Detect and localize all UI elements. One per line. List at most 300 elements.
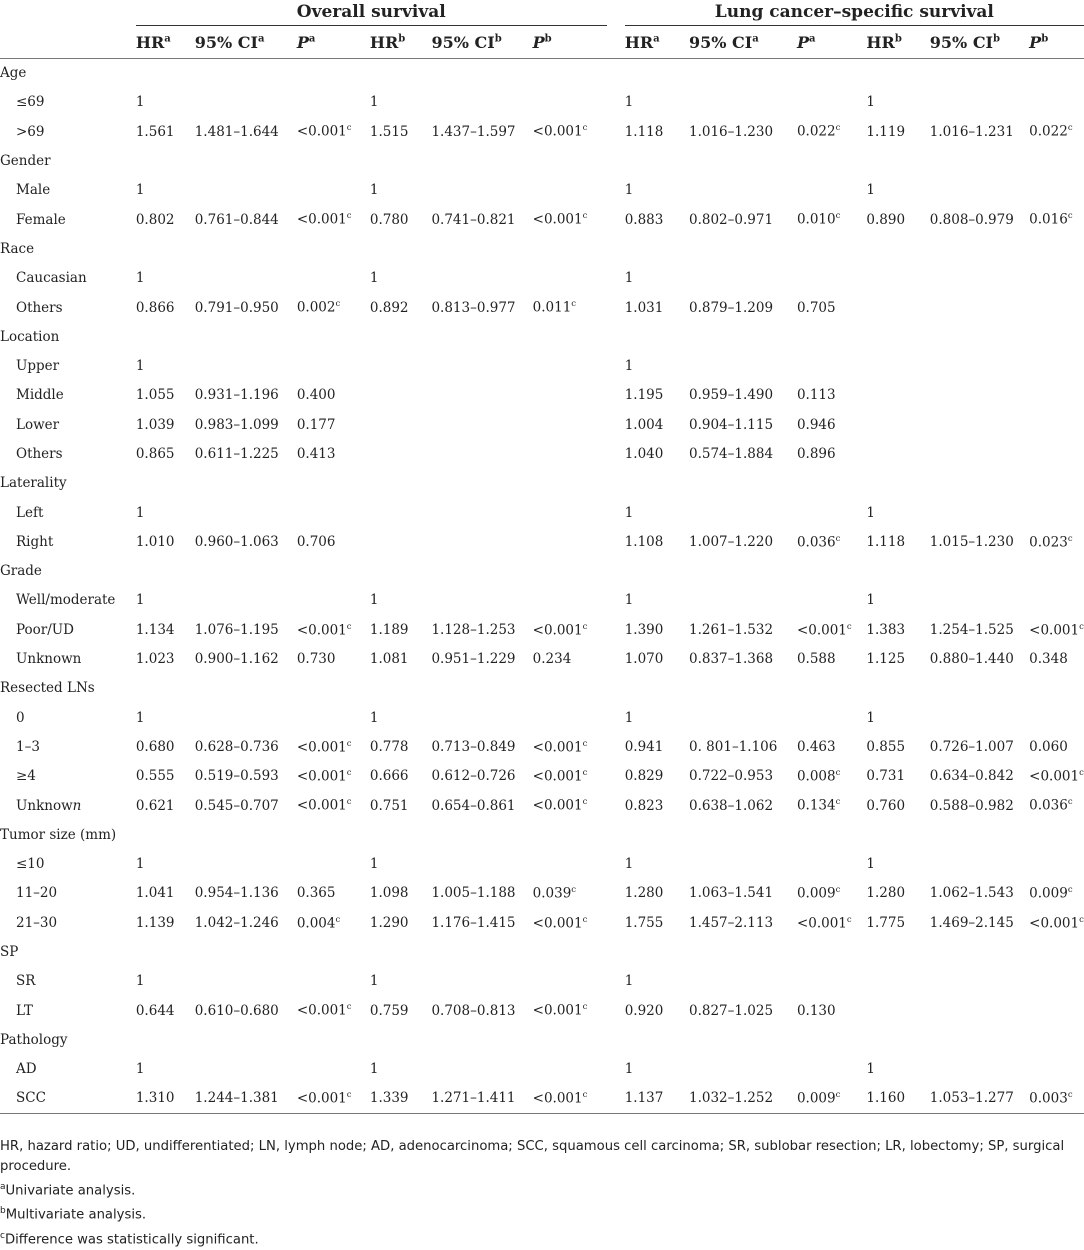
cell-value: 0.413 (296, 446, 336, 462)
cell-sup: c (335, 914, 341, 925)
table-cell (533, 88, 607, 117)
table-cell (866, 117, 929, 146)
table-cell (625, 908, 689, 937)
cell-value: 0.016 (1029, 211, 1068, 228)
column-header (370, 26, 432, 59)
cell-value: <0.001 (532, 797, 583, 814)
cell-value: 0.837–1.368 (689, 651, 774, 668)
cell-sup: c (346, 1090, 352, 1101)
table-cell (930, 410, 1029, 439)
group-header-row (0, 0, 1084, 26)
table-cell (533, 293, 607, 322)
cell-value: 1.076–1.195 (194, 621, 279, 638)
table-cell (866, 1084, 929, 1113)
column-header (1029, 26, 1084, 59)
cell-value: 1 (135, 504, 145, 521)
cell-value: 1.032–1.252 (689, 1090, 774, 1107)
cell-value: <0.001 (296, 1090, 347, 1107)
cell-value: 0.890 (866, 211, 906, 228)
cell-value: 1.007–1.220 (689, 533, 774, 550)
cell-value: 1.280 (866, 885, 906, 902)
table-cell (797, 791, 866, 820)
table-cell (866, 644, 929, 673)
cell-value: <0.001 (296, 797, 347, 814)
table-cell (370, 644, 432, 673)
table-cell (297, 586, 370, 615)
table-cell (370, 264, 432, 293)
table-cell (370, 439, 432, 468)
table-cell (689, 264, 797, 293)
table-cell (431, 176, 532, 205)
cell-value: 1.271–1.411 (431, 1090, 516, 1107)
table-cell (370, 205, 432, 234)
row-label (0, 615, 136, 644)
table-cell (136, 205, 195, 234)
spacer-cell (607, 410, 625, 439)
table-cell (689, 527, 797, 556)
table-cell (930, 1055, 1029, 1084)
row-label-text: SR (16, 973, 36, 990)
cell-value: 1.039 (135, 416, 175, 433)
cell-value: 1.755 (624, 914, 664, 931)
table-cell (689, 703, 797, 732)
cell-value: <0.001 (296, 123, 347, 140)
cell-value: 1 (135, 856, 145, 873)
cell-value: 1.125 (866, 651, 906, 668)
table-cell (136, 732, 195, 761)
table-cell (625, 762, 689, 791)
cell-value: 0.555 (135, 768, 175, 785)
table-cell (431, 381, 532, 410)
table-row (0, 732, 1084, 761)
table-cell (689, 996, 797, 1025)
table-cell (136, 996, 195, 1025)
table-cell (533, 879, 607, 908)
spacer-cell (607, 439, 625, 468)
cell-value: 1 (624, 504, 634, 521)
table-cell (431, 527, 532, 556)
table-cell (689, 205, 797, 234)
spacer-cell (607, 293, 625, 322)
table-cell (866, 996, 929, 1025)
cell-value: 1.290 (369, 914, 409, 931)
cell-value: 0.654–0.861 (431, 797, 516, 814)
cell-sup: c (1067, 1090, 1073, 1101)
cell-value: 0.705 (796, 299, 836, 316)
table-cell (866, 791, 929, 820)
table-row (0, 615, 1084, 644)
column-header-sup: b (494, 33, 502, 45)
table-cell (297, 908, 370, 937)
cell-value: 0.644 (135, 1002, 175, 1019)
table-cell (797, 88, 866, 117)
cell-value: 0.880–1.440 (929, 651, 1014, 668)
cell-value: 1.189 (369, 621, 409, 638)
table-cell (136, 1055, 195, 1084)
table-cell (930, 264, 1029, 293)
table-cell (195, 732, 297, 761)
spacer-cell (607, 88, 625, 117)
table-cell (533, 176, 607, 205)
table-cell (866, 850, 929, 879)
column-header-sup: b (993, 33, 1001, 45)
column-header (866, 26, 929, 59)
cell-value: 1 (135, 709, 145, 726)
spacer-cell (607, 703, 625, 732)
table-row (0, 117, 1084, 146)
table-row (0, 205, 1084, 234)
table-cell (1029, 791, 1084, 820)
table-cell (195, 615, 297, 644)
table-cell (195, 205, 297, 234)
table-cell (866, 293, 929, 322)
column-header (797, 26, 866, 59)
footnote-b: $^b$Multivariate analysis. (0, 1206, 147, 1223)
table-cell (797, 996, 866, 1025)
row-label-text: >69 (16, 123, 45, 140)
cell-value: 1.390 (624, 621, 664, 638)
cell-value: 0.920 (624, 1002, 664, 1019)
column-header (930, 26, 1029, 59)
cell-value: 0.960–1.063 (194, 533, 279, 550)
cell-value: 0.365 (296, 885, 336, 902)
category-label (0, 674, 1084, 703)
row-label (0, 996, 136, 1025)
cell-value: 1.195 (624, 387, 664, 404)
table-cell (797, 879, 866, 908)
table-cell (370, 176, 432, 205)
column-header-sup: b (894, 33, 902, 45)
table-cell (625, 586, 689, 615)
cell-value: <0.001 (532, 1002, 583, 1019)
cell-sup: c (582, 768, 588, 779)
cell-value: 1.031 (624, 299, 664, 316)
cell-value: 1.139 (135, 914, 175, 931)
table-cell (625, 850, 689, 879)
cell-value: 1 (866, 94, 875, 111)
table-cell (370, 908, 432, 937)
cell-value: 1.062–1.543 (929, 885, 1014, 902)
table-cell (431, 88, 532, 117)
cell-value: 0.959–1.490 (689, 387, 774, 404)
cell-sup: c (582, 211, 588, 222)
cell-value: <0.001 (296, 768, 347, 785)
table-cell (533, 586, 607, 615)
table-cell (797, 527, 866, 556)
cell-value: 1 (866, 504, 875, 521)
cell-sup: c (846, 914, 852, 925)
cell-value: 0.741–0.821 (431, 211, 516, 228)
cell-sup: c (582, 123, 588, 134)
category-row (0, 322, 1084, 351)
table-cell (195, 908, 297, 937)
table-row (0, 293, 1084, 322)
table-cell (136, 176, 195, 205)
cell-value: 0.941 (624, 738, 664, 755)
cell-value: 0.983–1.099 (194, 416, 279, 433)
category-label (0, 146, 1084, 175)
table-cell (625, 1084, 689, 1113)
table-cell (431, 1084, 532, 1113)
category-row (0, 146, 1084, 175)
cell-value: 0.009 (796, 885, 836, 902)
table-cell (797, 762, 866, 791)
group-lung-cancer-survival (625, 0, 1084, 26)
cell-sup: c (835, 211, 841, 222)
table-row (0, 996, 1084, 1025)
table-cell (431, 644, 532, 673)
table-cell (533, 205, 607, 234)
table-cell (930, 615, 1029, 644)
column-header-label: P (296, 32, 309, 52)
cell-sup: c (835, 123, 841, 134)
table-cell (136, 527, 195, 556)
cell-value: <0.001 (532, 211, 583, 228)
cell-value: 0.036 (1029, 797, 1068, 814)
cell-value: 1.005–1.188 (431, 885, 516, 902)
category-label (0, 1025, 1084, 1054)
table-cell (866, 264, 929, 293)
table-cell (797, 615, 866, 644)
column-header (689, 26, 797, 59)
cell-value: 1 (135, 270, 145, 287)
table-cell (1029, 439, 1084, 468)
table-cell (689, 498, 797, 527)
table-cell (797, 1055, 866, 1084)
cell-value: 1.040 (624, 446, 664, 462)
spacer-cell (607, 762, 625, 791)
table-cell (533, 527, 607, 556)
cell-value: 0.802 (135, 211, 175, 228)
footnote-c: $^c$Difference was statistically significant. (0, 1230, 259, 1248)
table-cell (136, 410, 195, 439)
table-cell (689, 762, 797, 791)
table-cell (533, 850, 607, 879)
table-cell (797, 293, 866, 322)
table-cell (195, 850, 297, 879)
table-cell (533, 644, 607, 673)
cell-value: 1.437–1.597 (431, 123, 516, 140)
cell-value: 0.022 (1029, 123, 1068, 140)
cell-value: 1 (624, 270, 634, 287)
cell-sup: c (571, 885, 577, 896)
cell-value: 1.119 (866, 123, 906, 140)
table-cell (297, 439, 370, 468)
cell-sup: c (1079, 768, 1084, 779)
row-label (0, 527, 136, 556)
row-label (0, 908, 136, 937)
table-cell (195, 791, 297, 820)
table-cell (297, 264, 370, 293)
cell-sup: c (835, 797, 841, 808)
table-cell (297, 117, 370, 146)
cell-value: 1 (624, 592, 634, 609)
spacer-cell (607, 615, 625, 644)
table-cell (533, 381, 607, 410)
cell-value: 1.118 (866, 533, 906, 550)
table-cell (136, 381, 195, 410)
table-cell (689, 791, 797, 820)
row-label (0, 293, 136, 322)
table-cell (297, 1055, 370, 1084)
table-cell (297, 644, 370, 673)
table-cell (689, 1084, 797, 1113)
table-row (0, 850, 1084, 879)
table-cell (195, 410, 297, 439)
cell-value: 1 (624, 1061, 634, 1078)
cell-value: 0.802–0.971 (689, 211, 774, 228)
table-cell (297, 762, 370, 791)
cell-value: <0.001 (1029, 622, 1080, 639)
cell-value: 0.022 (796, 123, 836, 140)
cell-value: 0.730 (296, 651, 336, 668)
table-cell (136, 586, 195, 615)
cell-value: 1.481–1.644 (194, 123, 279, 140)
cell-value: 0.002 (296, 299, 336, 316)
table-cell (930, 205, 1029, 234)
row-label-text: Race (0, 240, 35, 257)
table-cell (930, 351, 1029, 380)
table-cell (370, 1084, 432, 1113)
cell-value: 0.666 (369, 768, 409, 785)
cell-value: 1.098 (369, 885, 409, 902)
table-cell (866, 205, 929, 234)
table-cell (689, 293, 797, 322)
table-row (0, 1055, 1084, 1084)
table-cell (930, 586, 1029, 615)
group-overall-label: Overall survival (136, 2, 607, 26)
cell-value: 0.813–0.977 (431, 299, 516, 316)
table-cell (625, 439, 689, 468)
table-cell (1029, 351, 1084, 380)
table-cell (195, 1084, 297, 1113)
table-cell (136, 850, 195, 879)
table-cell (866, 176, 929, 205)
cell-value: 1.053–1.277 (929, 1090, 1014, 1107)
table-cell (866, 351, 929, 380)
table-cell (136, 615, 195, 644)
table-cell (866, 527, 929, 556)
cell-value: <0.001 (1029, 915, 1080, 931)
cell-value: <0.001 (532, 915, 583, 931)
cell-value: 0.791–0.950 (194, 299, 279, 316)
cell-value: 1.070 (624, 651, 664, 668)
table-cell (431, 879, 532, 908)
cell-value: 0.713–0.849 (431, 738, 516, 755)
table-cell (370, 1055, 432, 1084)
spacer-cell (607, 498, 625, 527)
cell-value: 0.621 (135, 797, 175, 814)
table-cell (689, 732, 797, 761)
cell-value: <0.001 (296, 622, 347, 639)
table-cell (136, 293, 195, 322)
column-header-label: HR (135, 32, 165, 52)
table-cell (797, 732, 866, 761)
cell-value: 1.081 (369, 651, 409, 668)
row-label-text: Well/moderate (16, 592, 116, 609)
table-cell (370, 381, 432, 410)
cell-value: 0.611–1.225 (194, 446, 279, 462)
cell-sup: c (835, 1090, 841, 1101)
cell-sup: c (1079, 914, 1084, 925)
table-cell (625, 644, 689, 673)
cell-sup: c (582, 797, 588, 808)
column-header-label: 95% CI (431, 32, 495, 52)
table-cell (136, 762, 195, 791)
row-label-text: Unknown (16, 651, 82, 668)
cell-value: 1 (369, 94, 379, 111)
table-cell (797, 703, 866, 732)
row-label-text: 0 (16, 709, 25, 726)
table-cell (930, 117, 1029, 146)
table-cell (797, 264, 866, 293)
table-cell (431, 293, 532, 322)
cell-value: 1.261–1.532 (689, 621, 774, 638)
cell-value: 0.036 (796, 534, 836, 551)
table-cell (533, 410, 607, 439)
table-cell (625, 293, 689, 322)
table-cell (297, 1084, 370, 1113)
table-cell (930, 439, 1029, 468)
cell-value: 0.865 (135, 446, 175, 462)
table-cell (797, 410, 866, 439)
cell-value: 0.348 (1029, 651, 1068, 668)
cell-value: 0.588 (796, 651, 836, 668)
table-cell (930, 732, 1029, 761)
cell-value: <0.001 (532, 123, 583, 140)
cell-value: 0.612–0.726 (431, 768, 516, 785)
cell-value: 0.759 (369, 1002, 409, 1019)
table-cell (297, 527, 370, 556)
table-cell (797, 439, 866, 468)
row-label (0, 205, 136, 234)
table-cell (866, 381, 929, 410)
table-cell (797, 1084, 866, 1113)
spacer-cell (607, 117, 625, 146)
cell-value: <0.001 (796, 915, 847, 931)
table-cell (297, 88, 370, 117)
cell-value: 1.134 (135, 621, 175, 638)
row-label-text: AD (16, 1061, 37, 1078)
cell-value: <0.001 (532, 768, 583, 785)
row-label-italic: n (72, 797, 82, 814)
table-row (0, 527, 1084, 556)
table-cell (431, 264, 532, 293)
table-cell (930, 703, 1029, 732)
cell-sup: c (582, 621, 588, 632)
column-header-sup: a (653, 33, 660, 45)
table-cell (431, 850, 532, 879)
table-cell (533, 908, 607, 937)
spacer-cell (607, 586, 625, 615)
cell-value: 0.866 (135, 299, 175, 316)
row-label-text: Lower (16, 416, 60, 433)
table-cell (370, 527, 432, 556)
row-label (0, 1055, 136, 1084)
row-label-text: ≥4 (16, 768, 36, 785)
table-cell (689, 586, 797, 615)
table-cell (1029, 908, 1084, 937)
table-cell (866, 88, 929, 117)
table-cell (1029, 967, 1084, 996)
table-cell (930, 644, 1029, 673)
row-label-text: Gender (0, 153, 51, 170)
cell-value: 0.780 (369, 211, 409, 228)
row-label-text: Female (16, 211, 66, 228)
row-label (0, 410, 136, 439)
table-cell (689, 117, 797, 146)
category-row (0, 1025, 1084, 1054)
